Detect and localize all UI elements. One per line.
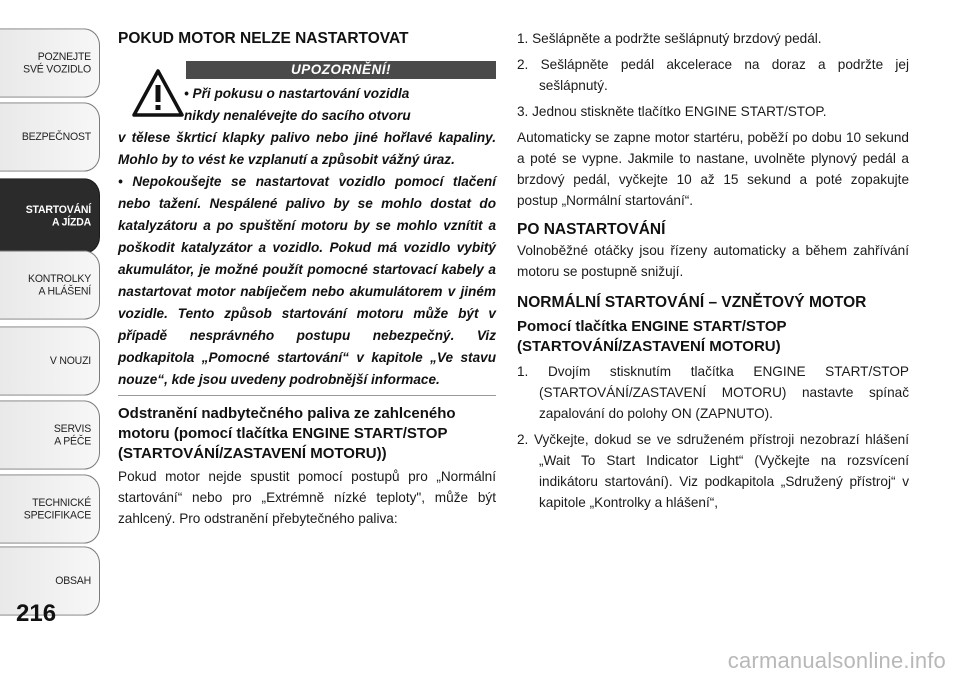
tab-label: POZNEJTE: [37, 50, 91, 63]
right-column: [517, 28, 909, 518]
subsection-heading: Odstranění nadbytečného paliva ze zahlceného motoru (pomocí tlačítka ENGINE START/STOP (STARTOVÁNÍ/ZASTAVENÍ MOTORU)): [118, 405, 456, 462]
section-heading: POKUD MOTOR NELZE NASTARTOVAT: [118, 30, 409, 47]
tab-technicke-specifikace[interactable]: [0, 474, 100, 543]
tab-bezpecnost[interactable]: [0, 102, 100, 171]
tab-label: A PÉČE: [54, 435, 91, 448]
divider: [118, 395, 496, 396]
body-paragraph: Volnoběžné otáčky jsou řízeny automaticky a během zahřívání motoru se postupně snižují.: [517, 243, 909, 279]
steps-list: [517, 28, 909, 122]
page-number: 216: [16, 600, 57, 627]
tab-poznejte-sve-vozidlo[interactable]: [0, 28, 100, 97]
tab-label: STARTOVÁNÍ: [25, 203, 91, 216]
body-paragraph: Automaticky se zapne motor startéru, poběží po dobu 10 sekund a poté se vypne. Jakmile to nastane, uvolněte plynový pedál a brzdový pedál, vyčkejte 10 až 15 sekund a poté zopakujte postup „Normální startování“.: [517, 130, 909, 208]
list-item: 1. Sešlápněte a podržte sešlápnutý brzdový pedál.: [517, 31, 822, 46]
list-item: 2. Vyčkejte, dokud se ve sdruženém přístroji nezobrazí hlášení „Wait To Start Indicator Light“ (Vyčkejte na rozsvícení indikátoru startování). Viz podkapitola „Sdružený přístroj“ v kapitole „Kontrolky a hlášení“,: [517, 432, 909, 510]
list-item: 3. Jednou stiskněte tlačítko ENGINE START/STOP.: [517, 104, 827, 119]
watermark: carmanualsonline.info: [727, 648, 946, 673]
tab-label: V NOUZI: [49, 354, 91, 368]
warning-bullet-1-line-2: nikdy nenalévejte do sacího otvoru: [184, 108, 411, 123]
warning-text: [118, 83, 496, 391]
tab-label: A HLÁŠENÍ: [38, 285, 91, 298]
warning-bullet-1-rest: v tělese škrticí klapky palivo nebo jiné hořlavé kapaliny. Mohlo by to vést ke vzplanutí a způsobit vážný úraz.: [118, 130, 496, 167]
tab-label: KONTROLKY: [28, 272, 91, 285]
tab-label: BEZPEČNOST: [21, 130, 91, 144]
chapter-tabs: [0, 30, 104, 610]
tab-label: SERVIS: [53, 422, 91, 435]
warning-triangle-icon: [132, 67, 184, 119]
tab-label: TECHNICKÉ: [32, 496, 91, 509]
tab-label: OBSAH: [55, 574, 91, 588]
tab-label: SVÉ VOZIDLO: [23, 63, 91, 76]
tab-label: A JÍZDA: [51, 216, 91, 229]
warning-box: [118, 61, 496, 391]
section-heading: PO NASTARTOVÁNÍ: [517, 221, 666, 238]
steps-list: [517, 361, 909, 513]
left-column: [118, 28, 496, 529]
list-item: 2. Sešlápněte pedál akcelerace na doraz a podržte jej sešlápnutý.: [517, 57, 909, 93]
subsection-heading: Pomocí tlačítka ENGINE START/STOP (STARTOVÁNÍ/ZASTAVENÍ MOTORU): [517, 318, 787, 355]
tab-v-nouzi[interactable]: [0, 326, 100, 395]
list-item: 1. Dvojím stisknutím tlačítka ENGINE START/STOP (STARTOVÁNÍ/ZASTAVENÍ MOTORU) nastavte spínač zapalování do polohy ON (ZAPNUTO).: [517, 364, 909, 421]
tab-servis-a-pece[interactable]: [0, 400, 100, 469]
tab-startovani-a-jizda[interactable]: [0, 178, 100, 254]
warning-title: UPOZORNĚNÍ!: [186, 61, 496, 79]
section-heading: NORMÁLNÍ STARTOVÁNÍ – VZNĚTOVÝ MOTOR: [517, 294, 867, 311]
warning-bullet-1-line-1: • Při pokusu o nastartování vozidla: [184, 86, 410, 101]
warning-bullet-2: • Nepokoušejte se nastartovat vozidlo pomocí tlačení nebo tažení. Nespálené palivo by se mohlo dostat do katalyzátoru a po spuštění motoru by se mohlo vznítit a poškodit katalyzátor a vozidlo. Pokud má vozidlo vybitý akumulátor, je možné použít pomocné startovací kabely a nastartovat motor nabíječem nebo akumulátorem v jiném vozidle. Tento způsob startování motoru může být v případě nesprávného postupu nebezpečný. Viz podkapitola „Pomocné startování“ v kapitole „Ve stavu nouze“, kde jsou uvedeny podrobnější informace.: [118, 174, 496, 387]
tab-label: SPECIFIKACE: [23, 509, 91, 522]
tab-kontrolky-a-hlaseni[interactable]: [0, 250, 100, 319]
body-paragraph: Pokud motor nejde spustit pomocí postupů pro „Normální startování“ nebo pro „Extrémně nízké teploty", může být zahlcený. Pro odstranění přebytečného paliva:: [118, 469, 496, 526]
